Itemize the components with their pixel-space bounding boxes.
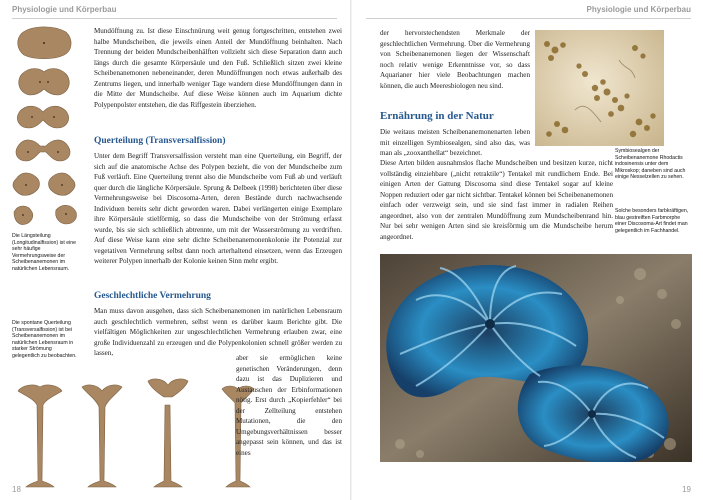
header-rule-left [12, 18, 337, 19]
page-number-right: 19 [682, 485, 691, 494]
right-page [352, 0, 703, 500]
paragraph-sexual-reproduction-wrap: aber sie ermöglichen keine genetischen Veränderungen, denn dazu ist das Duplizieren und Austauschen der Erbinformationen nötig. Erst durch „Kopierfehler“ bei der Zellteilung entstehen Mutationen, die den Umgebungsverhältnissen besser angepasst sein können, und das ist eines [236, 354, 342, 457]
longitudinal-fission-illustration [10, 24, 82, 234]
mouth-opening [485, 319, 495, 329]
transversal-stage-3 [148, 379, 188, 487]
fission-stage-4 [16, 140, 70, 161]
fission-stage-5 [13, 173, 75, 195]
fission-stage-2 [19, 69, 70, 96]
discosoma-photo [380, 254, 692, 462]
transversal-stage-1 [18, 385, 62, 487]
caption-longitudinal-fission: Die Längsteilung (Longitudinalfission) ist eine sehr häufige Vermehrungsweise der Scheibenanemonen im natürlichen Lebensraum. [12, 233, 77, 272]
caption-coral-photo: Solche besonders farbkräftigen, blau gestreiften Farbmorphe einer Discosoma-Art findet man gelegentlich im Fachhandel. [615, 208, 689, 234]
caption-transversal-fission: Die spontane Querteilung (Transversalfission) ist bei Scheibenanemonen im natürlichen Lebensraum in starker Strömung gelegentlich zu beobachten. [12, 320, 77, 359]
running-header-left: Physiologie und Körperbau [12, 5, 117, 14]
header-rule-right [366, 18, 691, 19]
intro-paragraph-right: der hervorstechendsten Merkmale der geschlechtlichen Vermehrung. Über die Vermehrung von Scheibenanemonen liegen der Wissenschaft noch relativ wenige Erkenntnisse vor, so dass Aquarianer hier viele Beobachtungen machen können, die auch Meeresbiologen neu sind. [380, 29, 530, 90]
fission-stage-3 [17, 106, 68, 128]
paragraph-nutrition-wide: Diese Arten bilden ausnahmslos flache Mundscheiben und besitzen kurze, nicht vollständig einziehbare („nicht retraktile“) Tentakel mit rundlichem Ende. Bei einigen Arten der Gattung Discosoma sind diese Tentakel sogar auf kleine Noppen reduziert oder gar nicht sichtbar. Tentakel können bei Scheibenanemonen einfach oder verzweigt sein, und sie sind fast immer in radialen Reihen angeordnet, also von der zentralen Mundöffnung zum Mundscheibenrand hin. Nur bei sehr wenigen Arten sind sie kreisförmig um die Mundscheibe herum angeordnet. [380, 159, 613, 241]
running-header-right: Physiologie und Körperbau [586, 5, 691, 14]
paragraph-transversal-fission: Unter dem Begriff Transversalfission versteht man eine Querteilung, ein Begriff, der sich auf die anatomische Achse des Polypen bezieht, die von der Mundscheibe zum Fuß verläuft. Eine Querteilung trennt also die Mundscheibe vom Fuß ab und verläuft quer durch die längliche Körpersäule. Sprung & Delbeek (1998) berichteten über diese Vermehrungsweise bei Discosoma-Arten, deren Bestände durch nachwachsende Individuen bereits sehr dicht geworden waren. Dabei verlängerten einige Exemplare ihre Körpersäule stielförmig, so dass die Mundscheibe von der Strömung erfasst wurde, bis sie sich schließlich abtrennte, um mit der Wasserströmung zu verdriften. Auf diese Weise kann eine sehr dichte Scheibenanemonenkolonie ihr Potenzial zur vegetativen Vermehrung selbst dann noch arterhaltend einsetzen, wenn das Erzeugen weiterer Polypen innerhalb der Kolonie keinen Sinn mehr ergibt. [94, 152, 342, 265]
transversal-stage-2 [82, 385, 122, 487]
left-page [0, 0, 351, 500]
paragraph-sexual-reproduction: Man muss davon ausgehen, dass sich Scheibenanemonen im natürlichen Lebensraum auch geschlechtlich vermehren, selbst wenn es darüber kaum Berichte gibt. Die vielfältigen Möglichkeiten zur ungeschlechtlichen Vermehrung erlauben zwar, eine große Individuenzahl zu erzeugen und die Polypenkolonien schnell größer werden zu lassen, [94, 307, 342, 357]
page-number-left: 18 [12, 485, 21, 494]
microscope-algae-photo [535, 30, 664, 146]
heading-sexual-reproduction: Geschlechtliche Vermehrung [94, 291, 211, 301]
heading-transversal-fission: Querteilung (Transversalfission) [94, 136, 226, 146]
paragraph-nutrition-narrow: Die weitaus meisten Scheibenanemonenarten leben mit einzelligen Symbiosealgen, sind also das, was man als „zooxanthellat“ bezeichnet. [380, 128, 530, 157]
heading-nutrition: Ernährung in der Natur [380, 110, 494, 122]
caption-microscope: Symbiosealgen der Scheibenanemone Rhodactis indosinensis unter dem Mikroskop; daneben sind auch einige Nesselzellen zu sehen. [615, 148, 686, 180]
intro-paragraph-left: Mundöffnung zu. Ist diese Einschnürung weit genug fortgeschritten, entstehen zwei halbe Mundscheiben, die jeweils einen Anteil der Mundöffnung beinhalten. Nach Trennung der beiden Mundscheibenhälften vollzieht sich diese Separation dann auch längs durch die gesamte Körpersäule und den Fuß. Schließlich sitzen zwei kleine Scheibenanemonen nebeneinander, deren Mundöffnungen noch etwas außerhalb des Zentrums liegen, und innerhalb weniger Tage wandern diese Mundöffnungen dann in die Mitte der Mundscheibe. Auf diese Weise können auch im Aquarium dichte Polypenpolster entstehen, die das Riffgestein überziehen. [94, 27, 342, 109]
